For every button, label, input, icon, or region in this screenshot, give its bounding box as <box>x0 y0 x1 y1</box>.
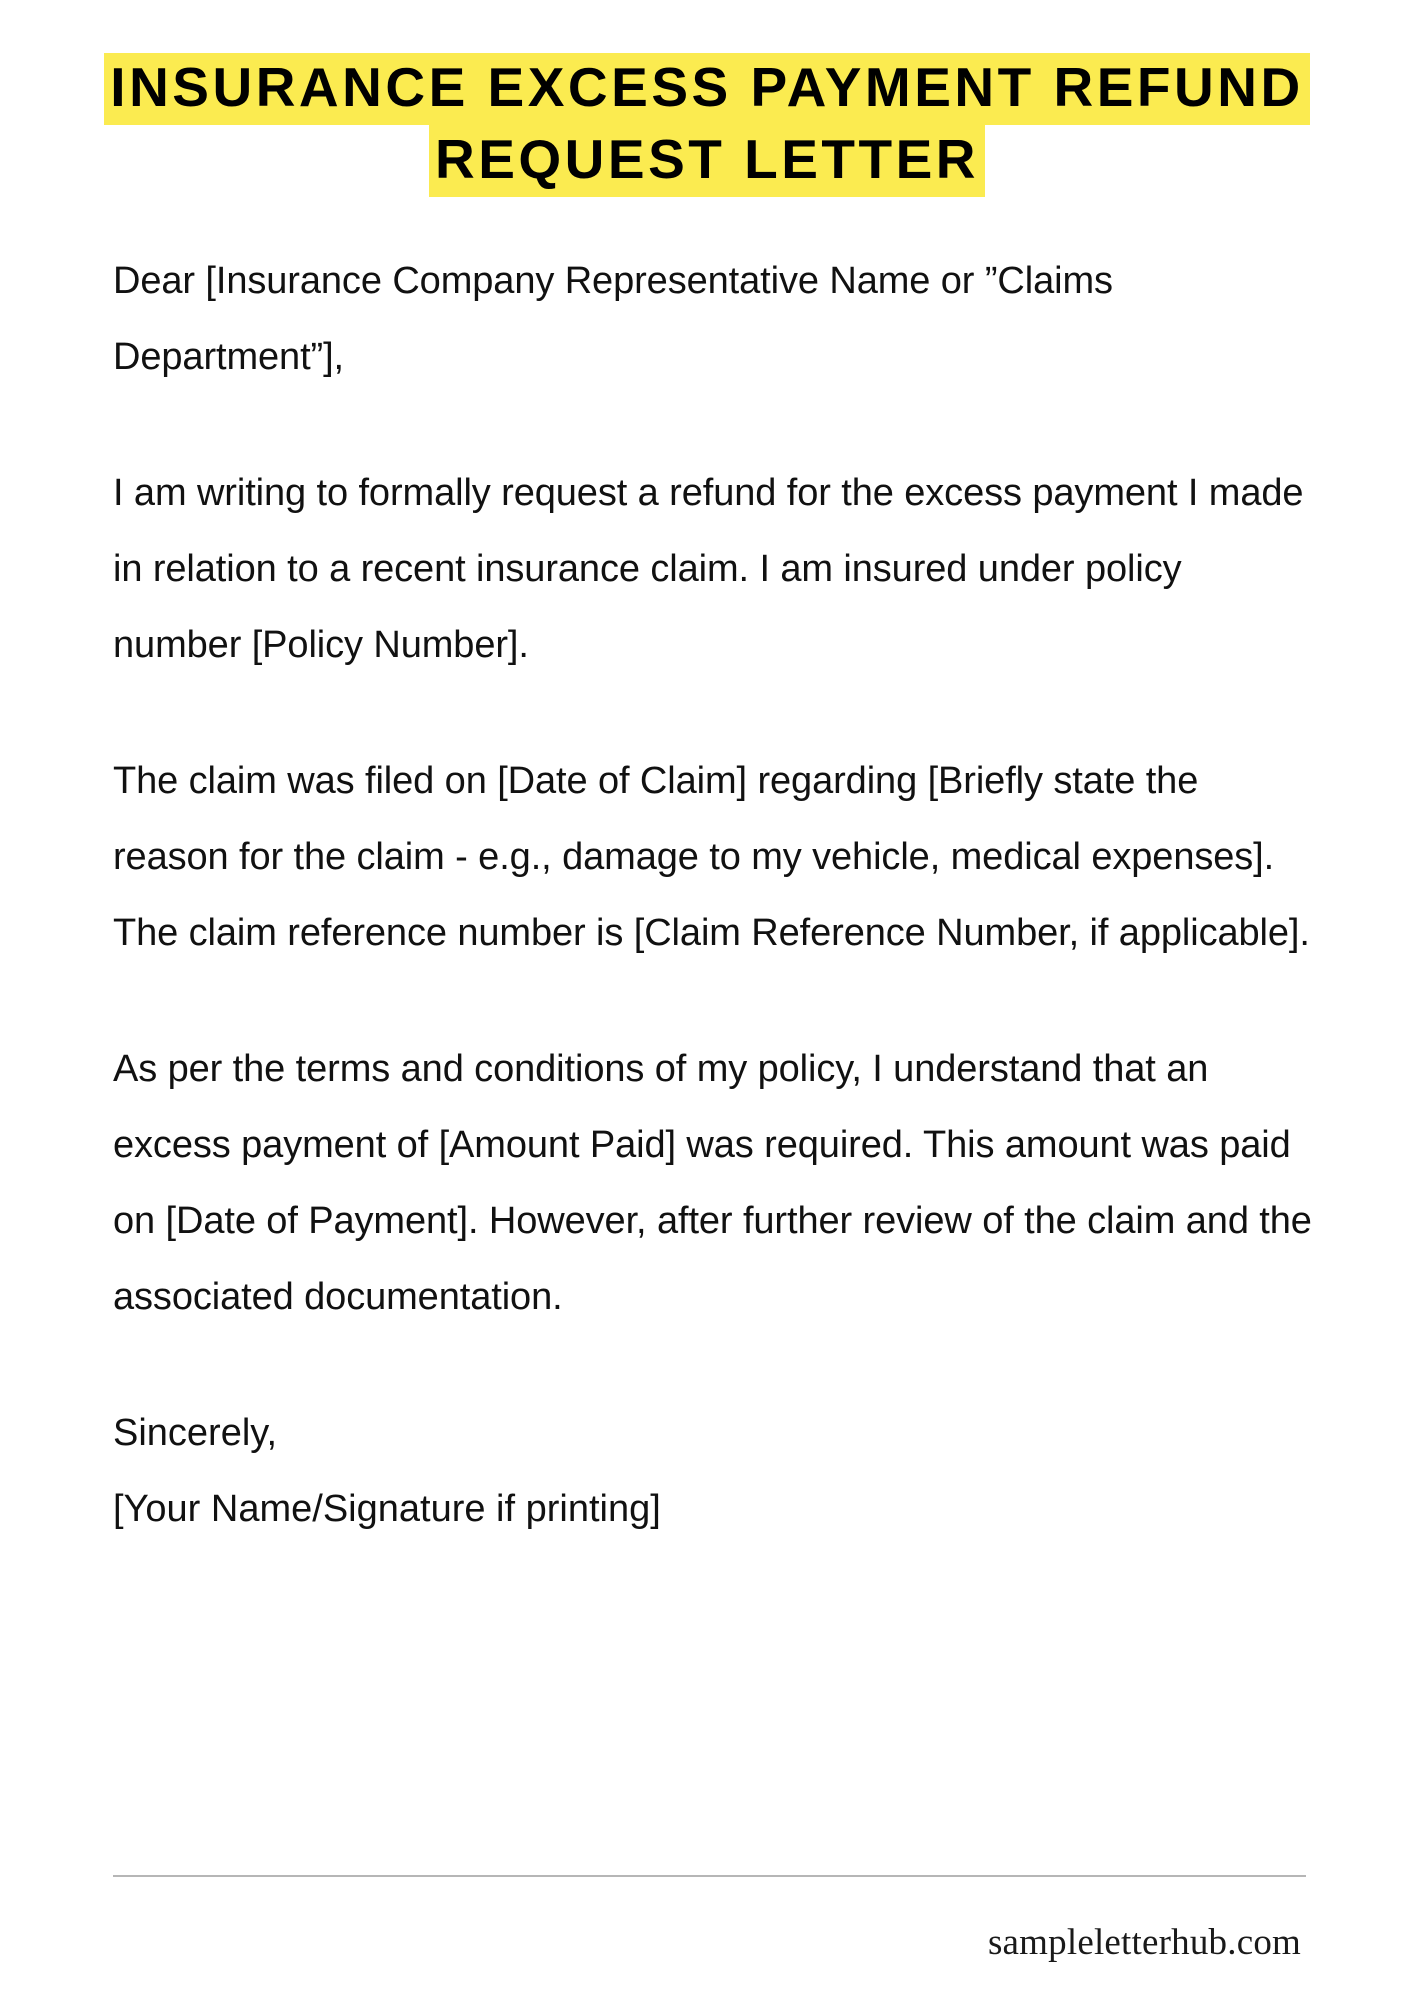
salutation: Dear [Insurance Company Representative Name or ”Claims Department”], <box>113 260 1113 378</box>
signature-line: [Your Name/Signature if printing] <box>113 1488 661 1530</box>
sign-off: Sincerely, <box>113 1412 278 1454</box>
document-title <box>0 0 1414 195</box>
title-line-2 <box>0 124 1414 196</box>
footer-website: sampleletterhub.com <box>987 1922 1301 1963</box>
title-line-2-text: REQUEST LETTER <box>429 125 985 197</box>
paragraph-1: I am writing to formally request a refund for the excess payment I made in relation to a recent insurance claim. I am insured under policy number [Policy Number]. <box>113 472 1304 666</box>
page-footer <box>0 1875 1414 1964</box>
paragraph-3: As per the terms and conditions of my policy, I understand that an excess payment of [Amount Paid] was required. This amount was paid on [Date of Payment]. However, after further review of the claim and the associated documentation. <box>113 1048 1312 1318</box>
paragraph-2: The claim was filed on [Date of Claim] regarding [Briefly state the reason for the claim - e.g., damage to my vehicle, medical expenses]. The claim reference number is [Claim Reference Number, if applicable]. <box>113 760 1310 954</box>
title-line-1-text: INSURANCE EXCESS PAYMENT REFUND <box>104 53 1309 125</box>
title-line-1 <box>0 52 1414 124</box>
letter-body <box>0 243 1414 1547</box>
